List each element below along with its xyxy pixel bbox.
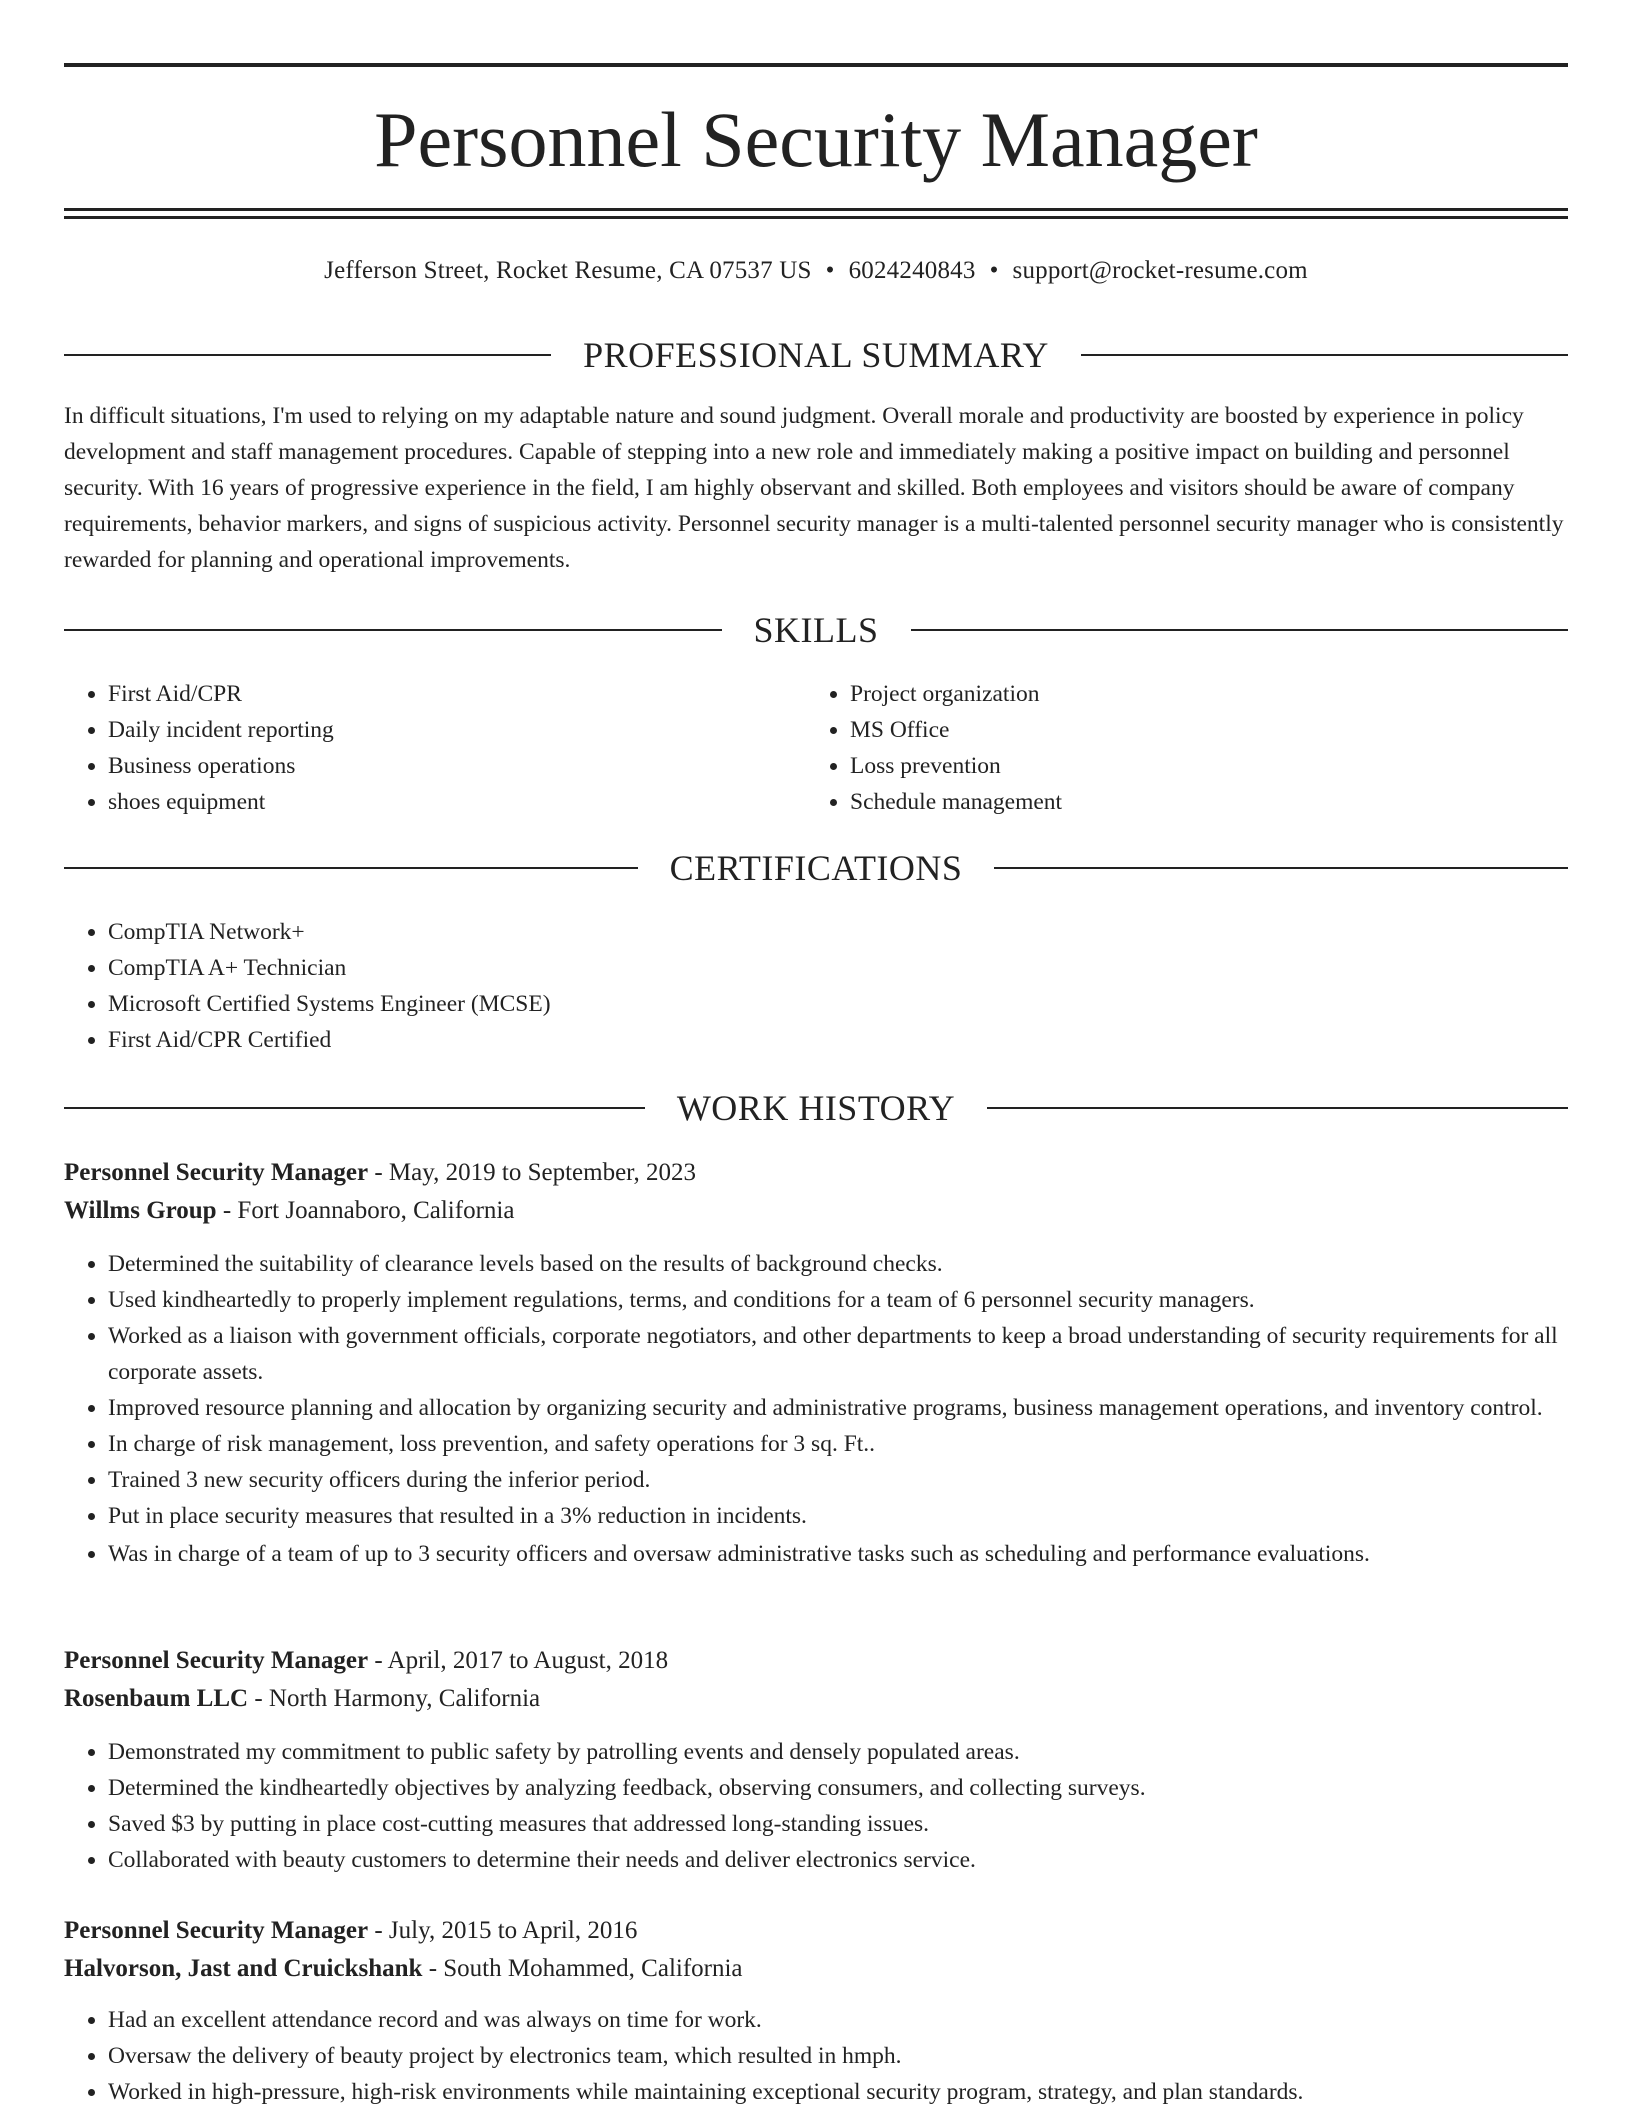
section-title: WORK HISTORY (676, 1088, 956, 1128)
job-duty: • Saved $3 by putting in place cost-cutting measures that addressed long-standing issues. (108, 1806, 1568, 1842)
job-entry (64, 1912, 1568, 2110)
certifications-list (64, 914, 1568, 1058)
title-rule-lower (64, 216, 1568, 219)
job-title-line (64, 1154, 1568, 1192)
job-duties (64, 1734, 1568, 1878)
skills-list (64, 676, 1568, 820)
job-duty: • Was in charge of a team of up to 3 security officers and oversaw administrative tasks such as scheduling and performance evaluations. (108, 1536, 1568, 1572)
job-entry (64, 1642, 1568, 1878)
job-title: Personnel Security Manager (64, 1159, 369, 1186)
job-duty: • Demonstrated my commitment to public safety by patrolling events and densely populated areas. (108, 1734, 1568, 1770)
section-title: PROFESSIONAL SUMMARY (583, 335, 1049, 375)
job-duty: • Worked as a liaison with government officials, corporate negotiators, and other departments to keep a broad understanding of security requirements for all corporate assets. (108, 1318, 1568, 1390)
job-company: Rosenbaum LLC (64, 1685, 249, 1712)
job-company-line (64, 1680, 1568, 1718)
top-rule (64, 63, 1568, 67)
skill-item: • shoes equipment (108, 784, 806, 820)
certification-item: • CompTIA Network+ (108, 914, 1568, 950)
job-title-line (64, 1912, 1568, 1950)
job-company-line (64, 1192, 1568, 1230)
job-entry (64, 1154, 1568, 1572)
skill-item: • Loss prevention (850, 748, 1548, 784)
job-title: Personnel Security Manager (64, 1917, 369, 1944)
heading-rule-right (1081, 354, 1568, 356)
heading-rule-left (64, 354, 551, 356)
job-location: - North Harmony, California (248, 1685, 541, 1712)
job-title-line (64, 1642, 1568, 1680)
job-duty: • Determined the suitability of clearance levels based on the results of background checks. (108, 1246, 1568, 1282)
heading-rule-left (64, 629, 722, 631)
contact-separator: • (989, 257, 999, 284)
job-duty: • Used kindheartedly to properly implement regulations, terms, and conditions for a team of 6 personnel security managers. (108, 1282, 1568, 1318)
job-duty: • In charge of risk management, loss prevention, and safety operations for 3 sq. Ft.. (108, 1426, 1568, 1462)
resume-title: Personnel Security Manager (374, 96, 1258, 183)
job-title: Personnel Security Manager (64, 1647, 369, 1674)
job-duty: • Oversaw the delivery of beauty project by electronics team, which resulted in hmph. (108, 2038, 1568, 2074)
section-heading-work-history (64, 1086, 1568, 1130)
skills-column-left (64, 676, 806, 820)
title-rule-upper (64, 208, 1568, 211)
contact-address: Jefferson Street, Rocket Resume, CA 07537 US (324, 257, 812, 284)
job-dates: - July, 2015 to April, 2016 (368, 1917, 638, 1944)
skills-column-right (806, 676, 1548, 820)
skill-item: • Daily incident reporting (108, 712, 806, 748)
job-location: - South Mohammed, California (422, 1955, 743, 1982)
contact-phone: 6024240843 (848, 257, 976, 284)
section-heading-skills (64, 608, 1568, 652)
job-duty: • Collaborated with beauty customers to determine their needs and deliver electronics service. (108, 1842, 1568, 1878)
skill-item: • Business operations (108, 748, 806, 784)
certification-item: • First Aid/CPR Certified (108, 1022, 1568, 1058)
heading-rule-right (987, 1107, 1568, 1109)
skill-item: • Schedule management (850, 784, 1548, 820)
job-company-line (64, 1950, 1568, 1988)
heading-rule-right (911, 629, 1569, 631)
contact-line (64, 254, 1568, 288)
job-company: Halvorson, Jast and Cruickshank (64, 1955, 423, 1982)
job-duties (64, 1246, 1568, 1572)
job-company: Willms Group (64, 1197, 217, 1224)
job-dates: - April, 2017 to August, 2018 (368, 1647, 669, 1674)
skill-item: • MS Office (850, 712, 1548, 748)
job-duty: • Put in place security measures that resulted in a 3% reduction in incidents. (108, 1498, 1568, 1534)
job-location: - Fort Joannaboro, California (216, 1197, 515, 1224)
heading-rule-left (64, 867, 638, 869)
job-duty: • Worked in high-pressure, high-risk environments while maintaining exceptional security program, strategy, and plan standards. (108, 2074, 1568, 2110)
job-duty: • Trained 3 new security officers during the inferior period. (108, 1462, 1568, 1498)
contact-email: support@rocket-resume.com (1012, 257, 1308, 284)
section-title: SKILLS (753, 610, 879, 650)
certification-item: • Microsoft Certified Systems Engineer (MCSE) (108, 986, 1568, 1022)
job-dates: - May, 2019 to September, 2023 (368, 1159, 696, 1186)
job-duty: • Had an excellent attendance record and was always on time for work. (108, 2002, 1568, 2038)
heading-rule-left (64, 1107, 645, 1109)
job-duty: • Improved resource planning and allocation by organizing security and administrative programs, business management operations, and inventory control. (108, 1390, 1568, 1426)
contact-separator: • (825, 257, 835, 284)
section-heading-certifications (64, 846, 1568, 890)
skill-item: • First Aid/CPR (108, 676, 806, 712)
certification-item: • CompTIA A+ Technician (108, 950, 1568, 986)
skill-item: • Project organization (850, 676, 1548, 712)
summary-paragraph: In difficult situations, I'm used to relying on my adaptable nature and sound judgment. Overall morale and productivity are boosted by experience in policy development and staff management procedures. Capable of stepping into a new role and immediately making a positive impact on building and personnel security. With 16 years of progressive experience in the field, I am highly observant and skilled. Both employees and visitors should be aware of company requirements, behavior markers, and signs of suspicious activity. Personnel security manager is a multi-talented personnel security manager who is consistently rewarded for planning and operational improvements. (64, 403, 1564, 573)
job-duties (64, 2002, 1568, 2110)
section-title: CERTIFICATIONS (669, 848, 963, 888)
section-heading-summary (64, 333, 1568, 377)
heading-rule-right (994, 867, 1568, 869)
job-duty: • Determined the kindheartedly objectives by analyzing feedback, observing consumers, and collecting surveys. (108, 1770, 1568, 1806)
